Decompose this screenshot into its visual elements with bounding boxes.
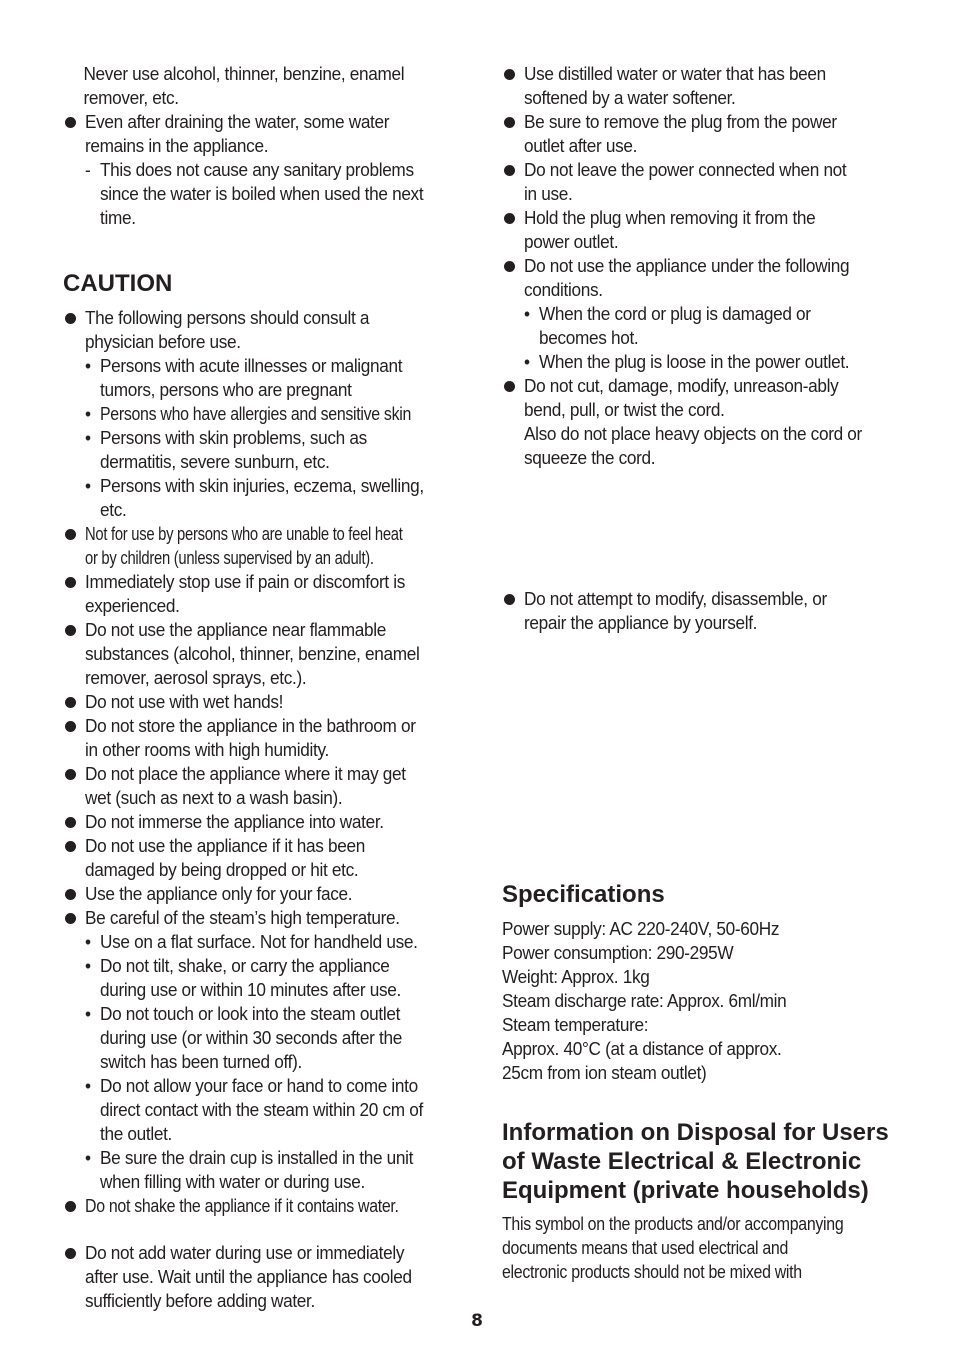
sub-list-item: • Persons with acute illnesses or malignant tumors, persons who are pregnant bbox=[85, 355, 403, 400]
list-item: Do not immerse the appliance into water. bbox=[63, 810, 468, 834]
sub-list-item: • Do not tilt, shake, or carry the appliance during use or within 10 minutes after use. bbox=[85, 955, 401, 1000]
specifications-list bbox=[502, 917, 912, 1085]
spec-line: Power consumption: 290-295W bbox=[502, 942, 734, 963]
sub-list-item: - This does not cause any sanitary problems since the water is boiled when used the next time. bbox=[85, 159, 424, 228]
list-item: Not for use by persons who are unable to feel heat or by children (unless supervised by an adult). bbox=[63, 522, 468, 570]
list-item: Do not use the appliance near flammable substances (alcohol, thinner, benzine, enamel remover, aerosol sprays, etc.). bbox=[63, 618, 468, 690]
weee-paragraph: This symbol on the products and/or accompanying documents means that used electrical and electronic products should not be mixed with bbox=[502, 1213, 844, 1282]
weee-heading: Information on Disposal for Users of Waste Electrical & Electronic Equipment (private households) bbox=[502, 1119, 889, 1204]
list-item: Use the appliance only for your face. bbox=[63, 882, 468, 906]
list-item: Do not add water during use or immediately after use. Wait until the appliance has cooled sufficiently before adding water. bbox=[63, 1241, 468, 1313]
sub-list-item: • Persons who have allergies and sensitive skin bbox=[85, 403, 412, 424]
list-item: Do not shake the appliance if it contains water. bbox=[63, 1194, 468, 1218]
list-item: Even after draining the water, some water remains in the appliance. bbox=[63, 110, 468, 158]
list-item: The following persons should consult a physician before use. bbox=[63, 306, 468, 354]
list-item: Hold the plug when removing it from the power outlet. bbox=[502, 206, 912, 254]
sub-list-item: • Persons with skin problems, such as dermatitis, severe sunburn, etc. bbox=[85, 427, 367, 472]
caution-heading: CAUTION bbox=[63, 270, 173, 297]
list-item: Do not use the appliance under the following conditions. bbox=[502, 254, 912, 302]
intro-text: Never use alcohol, thinner, benzine, enamel remover, etc. bbox=[83, 63, 405, 108]
list-item: Do not use with wet hands! bbox=[63, 690, 468, 714]
sub-list-item: • Be sure the drain cup is installed in the unit when filling with water or during use. bbox=[85, 1147, 414, 1192]
page-number: 8 bbox=[471, 1311, 483, 1331]
list-item: Do not store the appliance in the bathroom or in other rooms with high humidity. bbox=[63, 714, 468, 762]
left-column bbox=[63, 62, 468, 1313]
sub-list-item: • When the plug is loose in the power outlet. bbox=[524, 351, 850, 372]
sub-list-item: • Do not allow your face or hand to come into direct contact with the steam within 20 cm of the outlet. bbox=[85, 1075, 423, 1144]
spec-line: Weight: Approx. 1kg bbox=[502, 966, 650, 987]
sub-list-item: • Use on a flat surface. Not for handheld use. bbox=[85, 931, 418, 952]
list-item: Do not cut, damage, modify, unreason-ably bend, pull, or twist the cord. Also do not place heavy objects on the cord or squeeze the cord. bbox=[502, 374, 912, 470]
list-item: Do not use the appliance if it has been damaged by being dropped or hit etc. bbox=[63, 834, 468, 882]
sub-list-item: • Do not touch or look into the steam outlet during use (or within 30 seconds after the switch has been turned off). bbox=[85, 1003, 402, 1072]
list-item: Be sure to remove the plug from the power outlet after use. bbox=[502, 110, 912, 158]
list-item: Immediately stop use if pain or discomfort is experienced. bbox=[63, 570, 468, 618]
spec-line: Steam discharge rate: Approx. 6ml/min bbox=[502, 990, 787, 1011]
spec-line: Steam temperature: bbox=[502, 1014, 649, 1035]
list-item: Be careful of the steam’s high temperature. bbox=[63, 906, 468, 930]
list-item: Use distilled water or water that has been softened by a water softener. bbox=[502, 62, 912, 110]
spec-line: 25cm from ion steam outlet) bbox=[502, 1062, 707, 1083]
sub-list-item: • When the cord or plug is damaged or becomes hot. bbox=[524, 303, 811, 348]
sub-list-item: • Persons with skin injuries, eczema, swelling, etc. bbox=[85, 475, 424, 520]
spec-line: Approx. 40°C (at a distance of approx. bbox=[502, 1038, 782, 1059]
right-column bbox=[502, 62, 912, 635]
list-item: Do not leave the power connected when not in use. bbox=[502, 158, 912, 206]
list-item: Do not place the appliance where it may get wet (such as next to a wash basin). bbox=[63, 762, 468, 810]
specifications-heading: Specifications bbox=[502, 881, 665, 908]
spec-line: Power supply: AC 220-240V, 50-60Hz bbox=[502, 918, 780, 939]
list-item: Do not attempt to modify, disassemble, or repair the appliance by yourself. bbox=[502, 587, 912, 635]
